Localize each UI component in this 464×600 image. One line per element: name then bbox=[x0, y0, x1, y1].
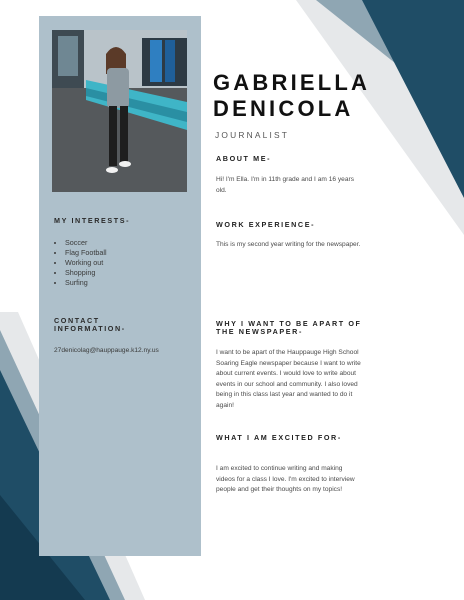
interests-heading: MY INTERESTS- bbox=[54, 216, 131, 225]
excited-text: I am excited to continue writing and making videos for a class I love. I'm excited to interview people and get their thoughts on my topics! bbox=[216, 465, 355, 494]
about-text: Hi! I'm Ella. I'm in 11th grade and I am 16 years old. bbox=[216, 176, 354, 194]
interest-item: • Surfing bbox=[65, 278, 107, 288]
interest-item: • Soccer bbox=[65, 238, 107, 248]
interest-item: • Flag Football bbox=[65, 248, 107, 258]
about-heading: ABOUT ME- bbox=[216, 154, 272, 163]
email-address: 27denicolag@hauppauge.k12.ny.us bbox=[54, 347, 159, 354]
contact-heading-line2: INFORMATION- bbox=[54, 324, 126, 333]
profile-photo bbox=[52, 30, 187, 192]
why-heading bbox=[216, 320, 386, 336]
why-heading-line2: THE NEWSPAPER- bbox=[216, 327, 303, 336]
interest-item: • Shopping bbox=[65, 268, 107, 278]
job-title: JOURNALIST bbox=[215, 130, 290, 140]
contact-heading-line1: CONTACT bbox=[54, 316, 100, 325]
work-text: This is my second year writing for the newspaper. bbox=[216, 241, 361, 248]
why-text: I want to be apart of the Hauppauge High School Soaring Eagle newspaper because I want to write about current events. I would love to write about events in our school and community. I also loved being in this class last year and wanted to do it again! bbox=[216, 349, 361, 409]
page-title bbox=[213, 70, 370, 122]
interests-list bbox=[52, 238, 107, 288]
interest-item: • Working out bbox=[65, 258, 107, 268]
contact-heading bbox=[54, 317, 194, 333]
why-heading-line1: WHY I WANT TO BE APART OF bbox=[216, 319, 362, 328]
first-name: GABRIELLA bbox=[213, 70, 371, 95]
last-name: DENICOLA bbox=[213, 96, 354, 121]
work-heading: WORK EXPERIENCE- bbox=[216, 220, 316, 229]
excited-heading: WHAT I AM EXCITED FOR- bbox=[216, 433, 342, 442]
